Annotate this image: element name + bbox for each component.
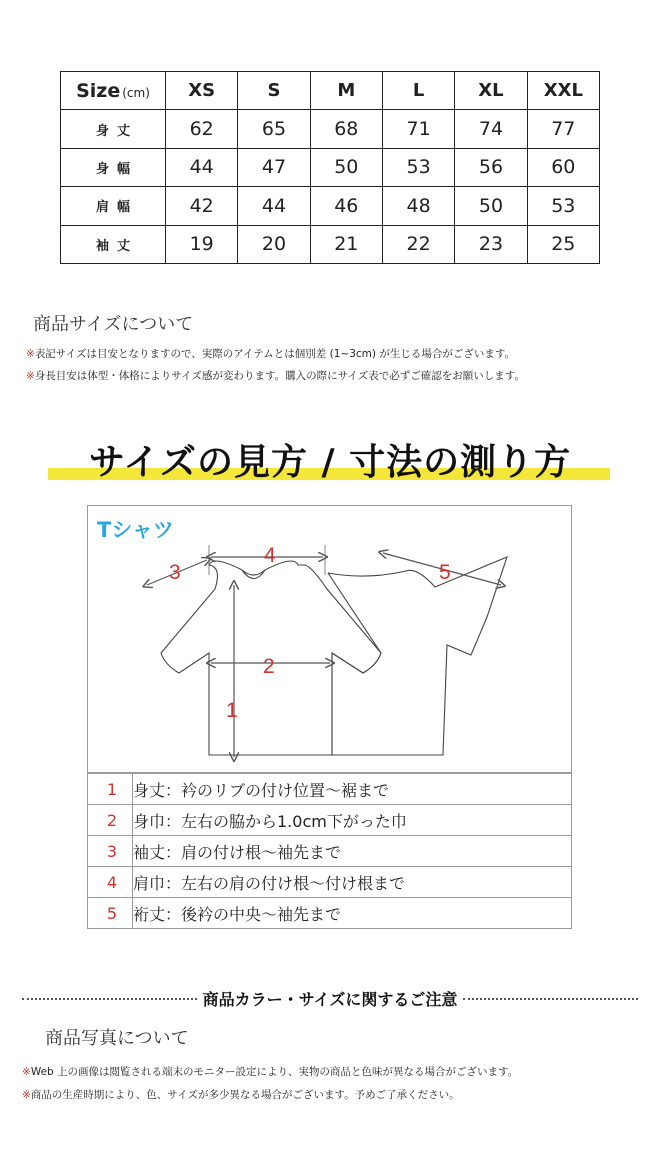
measure-section-title: サイズの見方 / 寸法の測り方 <box>88 442 572 483</box>
size-value-cell: 53 <box>382 148 454 186</box>
size-value-cell: 23 <box>455 225 527 263</box>
size-value-cell: 50 <box>455 187 527 225</box>
size-value-cell: 44 <box>238 187 310 225</box>
legend-number: 3 <box>88 836 133 867</box>
size-value-cell: 46 <box>310 187 382 225</box>
size-row-label: 身幅 <box>61 148 166 186</box>
diagram-number-3: 3 <box>169 561 181 584</box>
tshirt-back-outline <box>328 557 507 755</box>
size-col-header: XXL <box>527 72 599 110</box>
dotted-divider-left <box>22 998 197 1000</box>
size-note-text: 身長目安は体型・体格によりサイズ感が変わります。購入の際にサイズ表で必ずご確認をお願いします。 <box>34 370 525 382</box>
legend-number: 2 <box>88 805 133 836</box>
size-value-cell: 47 <box>238 148 310 186</box>
size-value-cell: 77 <box>527 110 599 148</box>
size-value-cell: 21 <box>310 225 382 263</box>
size-table-row <box>61 110 600 148</box>
measure-legend-table <box>87 773 572 929</box>
legend-text: 身巾：左右の脇から1.0cm下がった巾 <box>133 805 572 836</box>
legend-row <box>88 898 572 929</box>
size-value-cell: 19 <box>166 225 238 263</box>
legend-text: 身丈：衿のリブの付け位置～裾まで <box>133 774 572 805</box>
size-header-cell <box>61 72 166 110</box>
size-row-label: 肩幅 <box>61 187 166 225</box>
legend-number: 5 <box>88 898 133 929</box>
size-value-cell: 62 <box>166 110 238 148</box>
size-value-cell: 22 <box>382 225 454 263</box>
size-value-cell: 71 <box>382 110 454 148</box>
legend-row <box>88 836 572 867</box>
legend-number: 4 <box>88 867 133 898</box>
size-value-cell: 42 <box>166 187 238 225</box>
photo-note-text: Web 上の画像は閲覧される端末のモニター設定により、実物の商品と色味が異なる場合がございます。 <box>30 1066 519 1078</box>
size-value-cell: 53 <box>527 187 599 225</box>
legend-text: 肩巾：左右の肩の付け根～付け根まで <box>133 867 572 898</box>
tshirt-label: Tシャツ <box>97 518 174 542</box>
about-size-title: 商品サイズについて <box>33 314 194 335</box>
size-header-label: Size <box>76 79 121 102</box>
size-note <box>26 368 525 383</box>
size-row-label: 袖丈 <box>61 225 166 263</box>
size-value-cell: 68 <box>310 110 382 148</box>
caution-title: 商品カラー・サイズに関するご注意 <box>202 989 458 1009</box>
size-value-cell: 48 <box>382 187 454 225</box>
size-table-header-row <box>61 72 600 110</box>
about-photo-title: 商品写真について <box>45 1028 189 1049</box>
size-header-unit: (cm) <box>122 85 150 100</box>
diagram-number-2: 2 <box>263 655 275 678</box>
photo-note <box>22 1087 460 1102</box>
note-mark: ※ <box>26 370 35 382</box>
tshirt-diagram <box>87 505 572 773</box>
size-value-cell: 50 <box>310 148 382 186</box>
size-value-cell: 25 <box>527 225 599 263</box>
size-table-row <box>61 187 600 225</box>
size-table-row <box>61 148 600 186</box>
legend-number: 1 <box>88 774 133 805</box>
caution-header <box>22 986 638 1010</box>
note-mark: ※ <box>22 1066 31 1078</box>
size-col-header: XL <box>455 72 527 110</box>
legend-text: 裄丈：後衿の中央～袖先まで <box>133 898 572 929</box>
dotted-divider-right <box>463 998 638 1000</box>
size-col-header: S <box>238 72 310 110</box>
size-note-text: 表記サイズは目安となりますので、実際のアイテムとは個別差 (1~3cm) が生じる場合がございます。 <box>34 348 515 360</box>
note-mark: ※ <box>22 1089 31 1101</box>
legend-row <box>88 774 572 805</box>
size-note <box>26 346 515 361</box>
legend-row <box>88 805 572 836</box>
size-table-row <box>61 225 600 263</box>
size-value-cell: 60 <box>527 148 599 186</box>
legend-text: 袖丈：肩の付け根～袖先まで <box>133 836 572 867</box>
diagram-number-1: 1 <box>226 699 238 722</box>
size-col-header: M <box>310 72 382 110</box>
note-mark: ※ <box>26 348 35 360</box>
size-row-label: 身丈 <box>61 110 166 148</box>
size-value-cell: 56 <box>455 148 527 186</box>
diagram-number-5: 5 <box>439 561 451 584</box>
size-col-header: XS <box>166 72 238 110</box>
size-value-cell: 74 <box>455 110 527 148</box>
size-table <box>60 71 600 264</box>
size-value-cell: 20 <box>238 225 310 263</box>
photo-note-text: 商品の生産時期により、色、サイズが多少異なる場合がございます。予めご了承ください。 <box>30 1089 460 1101</box>
size-col-header: L <box>382 72 454 110</box>
size-value-cell: 65 <box>238 110 310 148</box>
photo-note <box>22 1064 518 1079</box>
size-value-cell: 44 <box>166 148 238 186</box>
legend-row <box>88 867 572 898</box>
diagram-number-4: 4 <box>264 544 276 567</box>
